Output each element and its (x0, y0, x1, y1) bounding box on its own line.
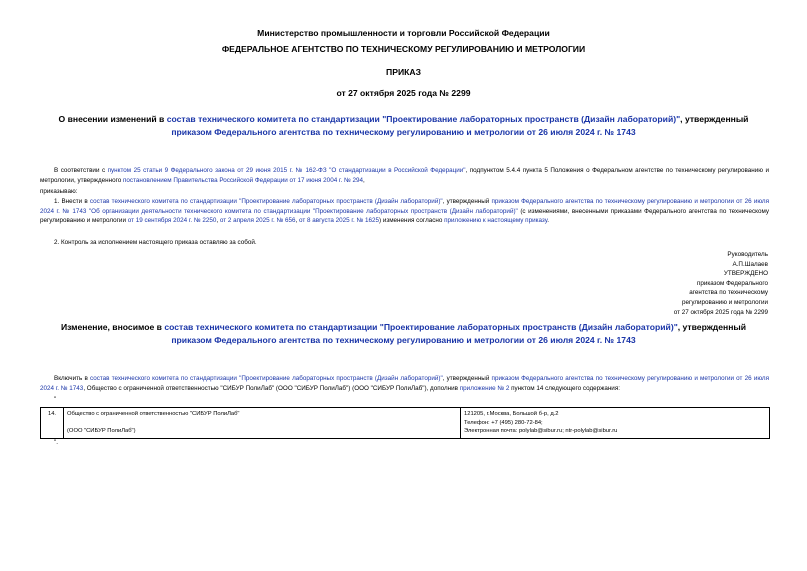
approval-line: агентства по техническому (689, 289, 768, 297)
item-1-paragraph (40, 197, 769, 226)
annex-text: пунктом 14 следующего содержания: (509, 384, 620, 392)
annex-link-order[interactable]: приказом Федерального агентства по техническому регулированию и метрологии от 26 июля 2024 г. № 1743 (40, 375, 770, 392)
signature-name: А.П.Шалаев (732, 260, 768, 268)
annex-text: , Общество с ограниченной ответственностью "СИБУР ПолиЛаб" (ООО "СИБУР ПолиЛаб") (ООО "СИБУР ПолиЛаб"), дополнив (83, 384, 460, 392)
item-1-text: . (547, 217, 550, 225)
org-short-name: (ООО "СИБУР ПолиЛаб") (67, 428, 136, 435)
annex-title-middle: , утвержденный (677, 322, 747, 332)
preamble-text: , (362, 176, 365, 184)
org-phone: Телефон: +7 (495) 280-72-84; (464, 419, 543, 426)
table-row (41, 408, 770, 439)
annex-link-committee[interactable]: состав технического комитета по стандартизации "Проектирование лабораторных пространств (Дизайн лабораторий)" (89, 375, 443, 382)
table-cell-contacts (461, 408, 770, 439)
title-link-committee[interactable]: состав технического комитета по стандартизации "Проектирование лабораторных пространств (Дизайн лабораторий)" (166, 114, 681, 124)
annex-title-prefix: Изменение, вносимое в (60, 322, 165, 332)
annex-title-link-committee[interactable]: состав технического комитета по стандартизации "Проектирование лабораторных пространств (Дизайн лабораторий)" (164, 322, 678, 332)
item-1-link-committee[interactable]: состав технического комитета по стандартизации "Проектирование лабораторных пространств (Дизайн лабораторий)" (89, 198, 443, 205)
item-1-link-order-1743[interactable]: приказом Федерального агентства по техническому регулированию и метрологии от 26 июля 2024 г. № 1743 "Об организации деятельности технического комитета по стандартизации "Проектирование лабораторных пространств (Дизайн лабораторий)" (40, 198, 770, 215)
org-name: Общество с ограниченной ответственностью "СИБУР ПолиЛаб" (67, 411, 240, 417)
annex-title-link-order[interactable]: приказом Федерального агентства по техническому регулированию и метрологии от 26 июля 2024 г. № 1743 (171, 335, 636, 345)
item-1-text: (с изменениями, внесенными приказами Федерального агентства по техническому регулированию и метрологии (40, 207, 769, 225)
title-link-order[interactable]: приказом Федерального агентства по техническому регулированию и метрологии от 26 июля 2024 г. № 1743 (171, 127, 636, 137)
annex-paragraph (40, 374, 769, 393)
quote-close: ". (54, 439, 58, 446)
title-middle: , утвержденный (680, 114, 749, 124)
item-1-text: , утвержденный (442, 198, 492, 205)
annex-text: , утвержденный (442, 375, 492, 382)
preamble-text: В соответствии с (54, 167, 108, 174)
preamble-link-resolution[interactable]: постановлением Правительства Российской Федерации от 17 июня 2004 г. № 294 (123, 176, 363, 184)
preamble-text: , подпунктом 5.4.4 пункта 5 Положения о Федеральном агентстве по техническому регулированию и метрологии, утвержденного (40, 167, 769, 184)
order-title (40, 113, 767, 139)
title-prefix: О внесении изменений в (58, 114, 167, 124)
doc-date-number: от 27 октября 2025 года № 2299 (336, 88, 471, 98)
item-1-link-656[interactable]: от 2 апреля 2025 г. № 656 (219, 217, 296, 225)
committee-member-table (40, 407, 770, 439)
quote-open: " (54, 396, 57, 403)
approval-line: приказом Федерального (696, 279, 768, 287)
approval-line: от 27 октября 2025 года № 2299 (673, 308, 768, 316)
preamble-link-law[interactable]: пунктом 25 статьи 9 Федерального закона от 29 июня 2015 г. № 162-ФЗ "О стандартизации в Российской Федерации" (107, 167, 466, 174)
item-2-paragraph: 2. Контроль за исполнением настоящего приказа оставляю за собой. (54, 239, 257, 246)
signature-role: Руководитель (727, 251, 768, 258)
annex-text: Включить в (54, 375, 90, 382)
preamble-paragraph (40, 166, 769, 185)
signature-block (618, 250, 768, 317)
table-cell-organization (64, 408, 461, 439)
item-1-text: , (216, 217, 220, 225)
ministry-name: Министерство промышленности и торговли Российской Федерации (257, 28, 550, 38)
annex-title (40, 321, 767, 347)
annex-link-appendix-2[interactable]: приложение № 2 (459, 384, 510, 392)
item-1-text: 1. Внести в (54, 198, 90, 205)
item-1-link-2250[interactable]: от 19 сентября 2024 г. № 2250 (127, 217, 217, 225)
org-address: 121205, г.Москва, Большой б-р, д.2 (464, 411, 559, 417)
item-1-text: , (295, 217, 299, 225)
agency-name: ФЕДЕРАЛЬНОЕ АГЕНТСТВО ПО ТЕХНИЧЕСКОМУ РЕГУЛИРОВАНИЮ И МЕТРОЛОГИИ (221, 44, 586, 54)
item-1-link-1625[interactable]: от 8 августа 2025 г. № 1625 (298, 217, 379, 225)
order-word: приказываю: (40, 188, 78, 195)
item-1-text: ) изменения согласно (378, 217, 445, 225)
approval-line: регулированию и метрологии (682, 298, 768, 306)
org-email: Электронная почта: polylab@sibur.ru; ntr-polylab@sibur.ru (464, 428, 618, 435)
item-1-link-annex[interactable]: приложению к настоящему приказу (444, 217, 548, 225)
table-cell-number: 14. (41, 408, 64, 439)
approval-stamp: УТВЕРЖДЕНО (723, 270, 768, 278)
doc-type: ПРИКАЗ (386, 67, 421, 77)
